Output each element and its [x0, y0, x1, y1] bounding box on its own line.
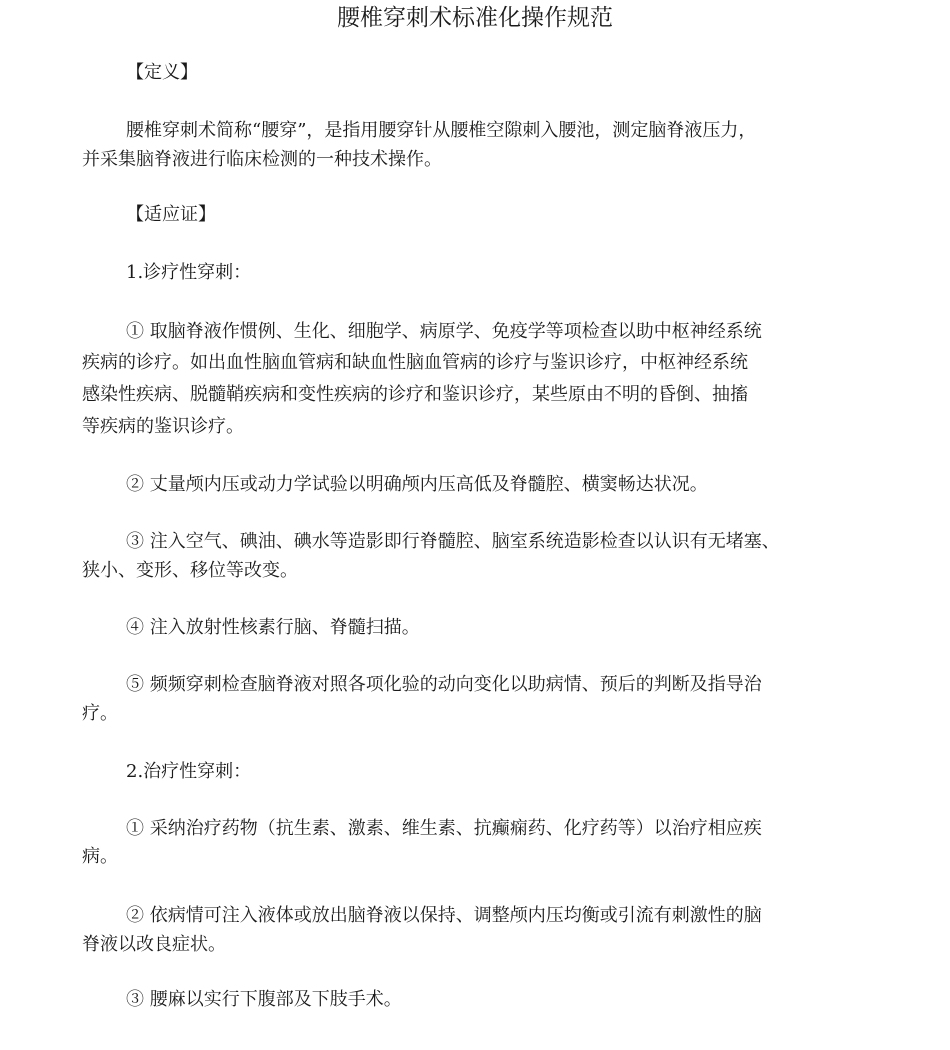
diag-item-1-line-2: 疾病的诊疗。如出血性脑血管病和缺血性脑血管病的诊疗与鉴识诊疗，中枢神经系统	[82, 352, 748, 373]
document-title: 腰椎穿刺术标准化操作规范	[337, 5, 613, 31]
diag-item-4: ④ 注入放射性核素行脑、脊髓扫描。	[126, 617, 420, 638]
ther-item-1-line-2: 病。	[82, 846, 118, 867]
diag-item-1-line-4: 等疾病的鉴识诊疗。	[82, 416, 244, 437]
diag-item-2: ② 丈量颅内压或动力学试验以明确颅内压高低及脊髓腔、横窦畅达状况。	[126, 474, 708, 495]
ther-item-2-line-1: ② 依病情可注入液体或放出脑脊液以保持、调整颅内压均衡或引流有刺激性的脑	[126, 905, 762, 926]
definition-heading: 【定义】	[126, 62, 198, 83]
diag-item-3-line-2: 狭小、变形、移位等改变。	[82, 560, 298, 581]
ther-item-1-line-1: ① 采纳治疗药物（抗生素、激素、维生素、抗癫痫药、化疗药等）以治疗相应疾	[126, 818, 762, 839]
ther-item-2-line-2: 脊液以改良症状。	[82, 934, 226, 955]
ther-item-3: ③ 腰麻以实行下腹部及下肢手术。	[126, 989, 402, 1010]
indications-heading: 【适应证】	[126, 204, 216, 225]
diag-item-5-line-1: ⑤ 频频穿刺检查脑脊液对照各项化验的动向变化以助病情、预后的判断及指导治	[126, 674, 762, 695]
diag-item-3-line-1: ③ 注入空气、碘油、碘水等造影即行脊髓腔、脑室系统造影检查以认识有无堵塞、	[126, 531, 780, 552]
diag-item-1-line-1: ① 取脑脊液作惯例、生化、细胞学、病原学、免疫学等项检查以助中枢神经系统	[126, 321, 762, 342]
definition-text-line-1: 腰椎穿刺术简称“腰穿”，是指用腰穿针从腰椎空隙刺入腰池，测定脑脊液压力，	[126, 120, 757, 141]
therapeutic-puncture-heading: 2.治疗性穿刺：	[126, 761, 252, 782]
diag-item-1-line-3: 感染性疾病、脱髓鞘疾病和变性疾病的诊疗和鉴识诊疗，某些原由不明的昏倒、抽搐	[82, 384, 748, 405]
definition-text-line-2: 并采集脑脊液进行临床检测的一种技术操作。	[82, 149, 442, 170]
diagnostic-puncture-heading: 1.诊疗性穿刺：	[126, 262, 252, 283]
diag-item-5-line-2: 疗。	[82, 703, 118, 724]
